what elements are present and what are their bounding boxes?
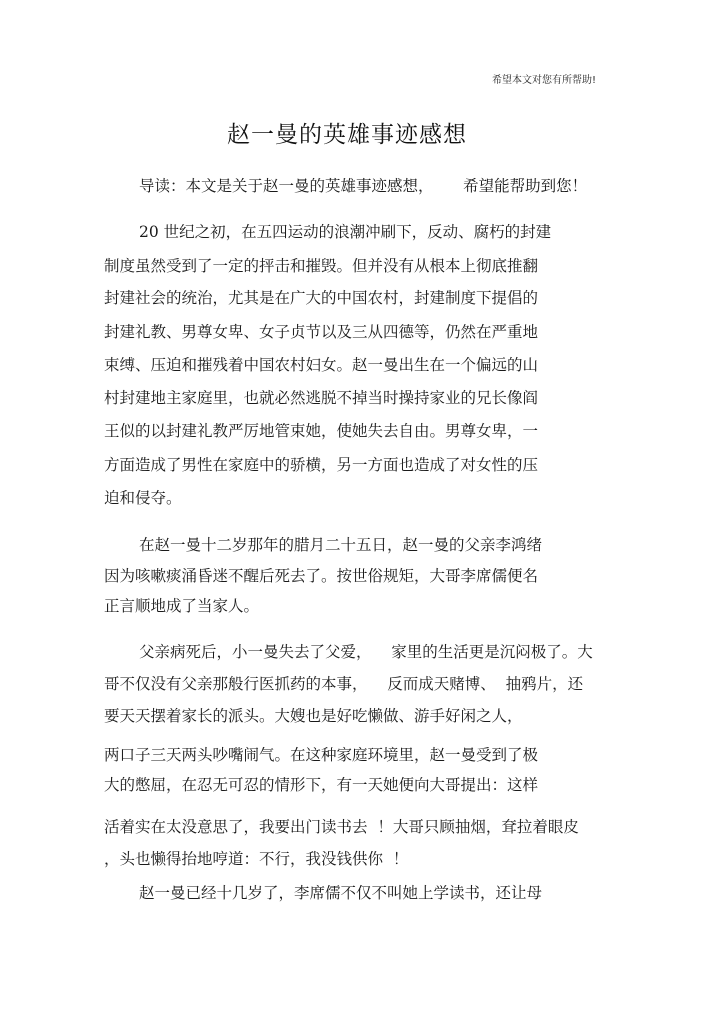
intro-line: 导读：本文是关于赵一曼的英雄事迹感想， 希望能帮助到您！ xyxy=(139,177,588,195)
paragraph-line: 20 世纪之初，在五四运动的浪潮冲刷下，反动、腐朽的封建 xyxy=(139,223,552,241)
paragraph-line: 封建礼教、男尊女卑、女子贞节以及三从四德等，仍然在严重地 xyxy=(104,323,539,341)
paragraph-line: 方面造成了男性在家庭中的骄横，另一方面也造成了对女性的压 xyxy=(104,456,539,474)
paragraph-line: 两口子三天两头吵嘴闹气。在这种家庭环境里，赵一曼受到了极 xyxy=(104,746,539,764)
paragraph-line: 哥不仅没有父亲那般行医抓药的本事， 反而成天赌博、 抽鸦片，还 xyxy=(104,675,584,693)
paragraph-line: 封建社会的统治，尤其是在广大的中国农村，封建制度下提倡的 xyxy=(104,289,539,307)
paragraph-line: 束缚、压迫和摧残着中国农村妇女。赵一曼出生在一个偏远的山 xyxy=(104,356,539,374)
paragraph-line: 王似的以封建礼教严厉地管束她，使她失去自由。男尊女卑，一 xyxy=(104,422,539,440)
paragraph-line: 在赵一曼十二岁那年的腊月二十五日，赵一曼的父亲李鸿绪 xyxy=(139,536,543,554)
document-title: 赵一曼的英雄事迹感想 xyxy=(227,122,467,148)
paragraph-line: 父亲病死后，小一曼失去了父爱， 家里的生活更是沉闷极了。大 xyxy=(139,643,593,661)
paragraph-line: 迫和侵夺。 xyxy=(104,489,182,507)
paragraph-line: 制度虽然受到了一定的抨击和摧毁。但并没有从根本上彻底推翻 xyxy=(104,257,539,275)
paragraph-line: 赵一曼已经十几岁了，李席儒不仅不叫她上学读书，还让母 xyxy=(139,884,543,902)
paragraph-line: 正言顺地成了当家人。 xyxy=(104,597,260,615)
paragraph-line: 要天天摆着家长的派头。大嫂也是好吃懒做、游手好闲之人， xyxy=(104,707,523,725)
paragraph-line: ，头也懒得抬地哼道：不行，我没钱供你 ！ xyxy=(104,850,409,868)
paragraph-line: 活着实在太没意思了，我要出门读书去 ！大哥只顾抽烟，耷拉着眼皮 xyxy=(104,818,579,836)
paragraph-line: 因为咳嗽痰涌昏迷不醒后死去了。按世俗规矩，大哥李席儒便名 xyxy=(104,567,539,585)
header-note: 希望本文对您有所帮助! xyxy=(491,75,596,86)
paragraph-line: 大的憋屈，在忍无可忍的情形下，有一天她便向大哥提出：这样 xyxy=(104,776,539,794)
paragraph-line: 村封建地主家庭里，也就必然逃脱不掉当时操持家业的兄长像阎 xyxy=(104,389,539,407)
